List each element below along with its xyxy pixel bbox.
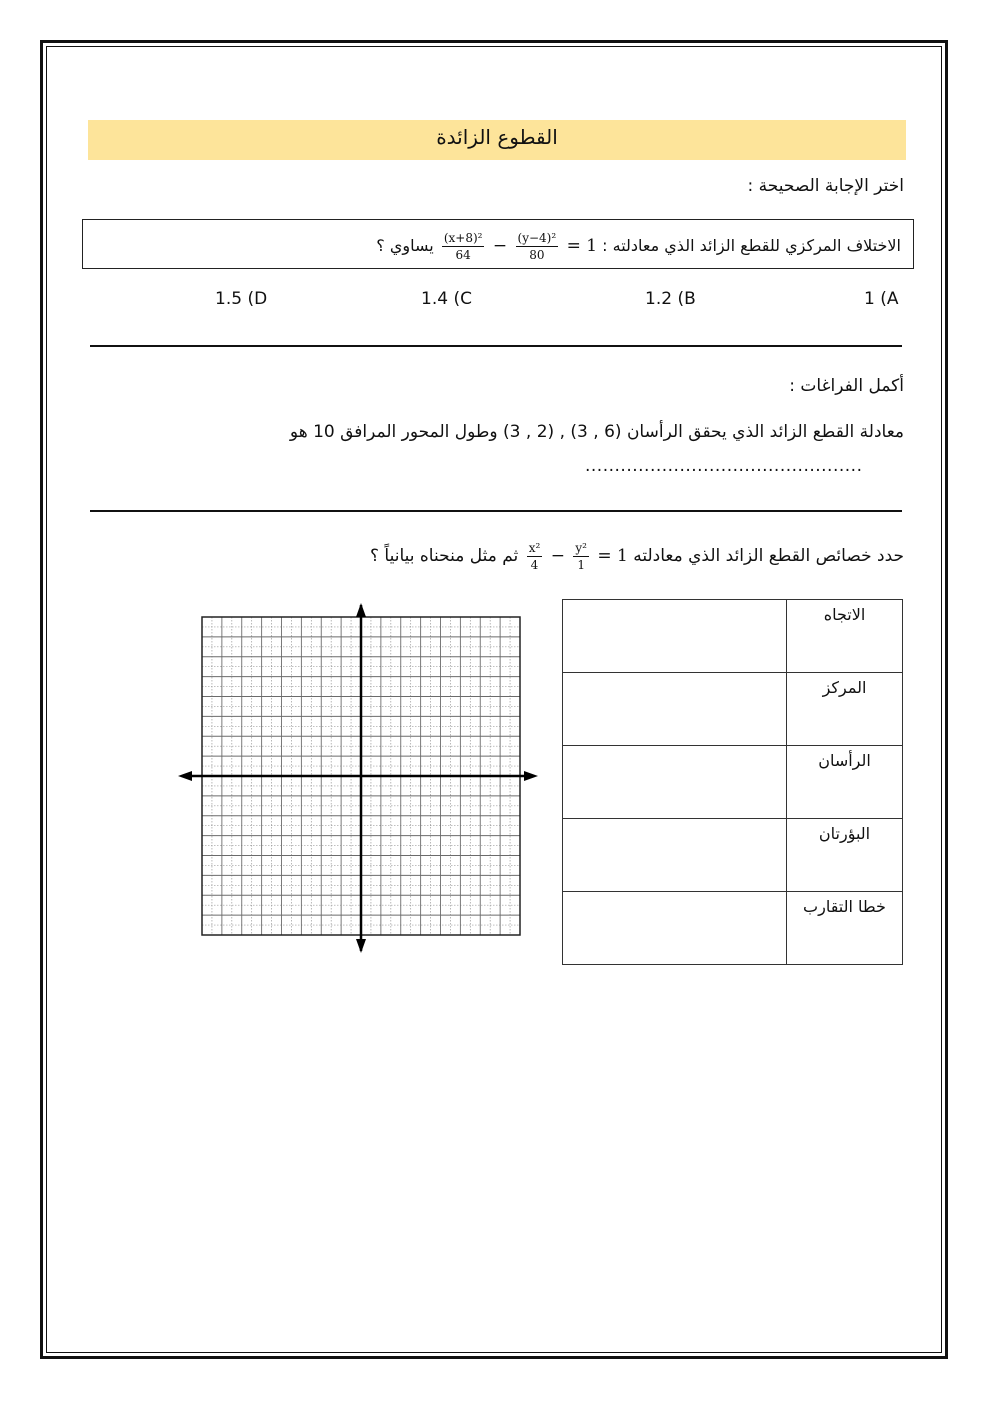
answer-cell-direction[interactable]: [563, 600, 787, 673]
y-axis-arrow-down: [356, 939, 366, 953]
row-label-asymptotes: خطا التقارب: [787, 892, 903, 965]
divider: [90, 345, 902, 347]
page-title: القطوع الزائدة: [88, 120, 906, 160]
answer-blank[interactable]: ...............................................: [585, 456, 863, 476]
fraction-x: $\frac{\text{x²}}{4}$: [528, 541, 541, 572]
choice-a[interactable]: 1 (A: [864, 289, 899, 309]
row-label-foci: البؤرتان: [787, 819, 903, 892]
x-axis-arrow-left: [178, 771, 192, 781]
row-label-vertices: الرأسان: [787, 746, 903, 819]
table-row: [563, 673, 903, 746]
question-text: [376, 231, 901, 262]
answer-cell-foci[interactable]: [563, 819, 787, 892]
fill-question: معادلة القطع الزائد الذي يحقق الرأسان (6 , 3) , (2 , 3) وطول المحور المرافق 10 هو: [289, 422, 904, 442]
choice-b[interactable]: 1.2 (B: [645, 289, 696, 309]
fraction-x: $\frac{\text{(x+8)²}}{64}$: [443, 231, 483, 262]
divider: [90, 510, 902, 512]
instruction-choose: اختر الإجابة الصحيحة :: [747, 176, 904, 196]
question-box: [82, 219, 914, 269]
table-row: [563, 600, 903, 673]
row-label-center: المركز: [787, 673, 903, 746]
graph-paper[interactable]: [178, 603, 538, 953]
fraction-y: $\frac{\text{(y−4)²}}{80}$: [517, 231, 557, 262]
fraction-y: $\frac{\text{y²}}{1}$: [575, 541, 587, 572]
instruction-fill: أكمل الفراغات :: [789, 376, 904, 396]
x-axis-arrow-right: [524, 771, 538, 781]
choice-d[interactable]: 1.5 (D: [215, 289, 268, 309]
answer-cell-vertices[interactable]: [563, 746, 787, 819]
graph-question-prefix: حدد خصائص القطع الزائد الذي معادلته: [633, 546, 904, 566]
y-axis-arrow-up: [356, 603, 366, 617]
properties-table: [562, 599, 903, 965]
question-prefix: الاختلاف المركزي للقطع الزائد الذي معادلته :: [602, 236, 901, 255]
coordinate-grid[interactable]: [178, 603, 538, 953]
answer-cell-center[interactable]: [563, 673, 787, 746]
table-row: [563, 892, 903, 965]
graph-question-suffix: ثم مثل منحناه بيانياً ؟: [369, 546, 519, 566]
choice-c[interactable]: 1.4 (C: [421, 289, 472, 309]
equation: $\frac{\text{x²}}{4}$ − $\frac{\text{y²}}{1}$ = 1: [528, 541, 628, 572]
equation: $\frac{\text{(x+8)²}}{64}$ − $\frac{\text{(y−4)²}}{80}$ = 1: [443, 231, 598, 262]
question-suffix: يساوي ؟: [376, 236, 434, 255]
answer-cell-asymptotes[interactable]: [563, 892, 787, 965]
row-label-direction: الاتجاه: [787, 600, 903, 673]
table-row: [563, 746, 903, 819]
table-row: [563, 819, 903, 892]
graph-question: [370, 541, 904, 572]
